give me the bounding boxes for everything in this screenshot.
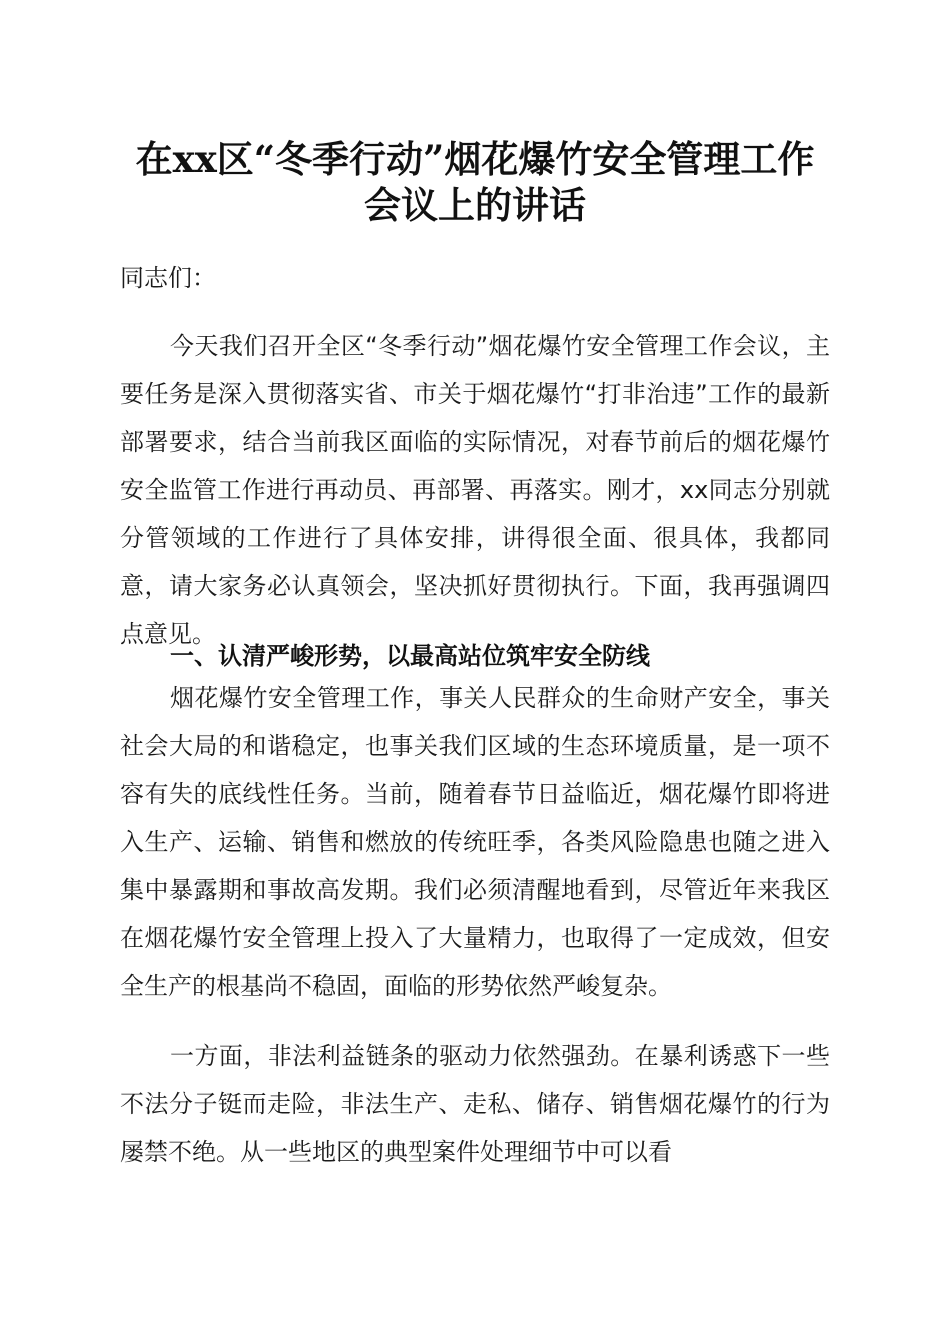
paragraph-situation: 烟花爆竹安全管理工作，事关人民群众的生命财产安全，事关社会大局的和谐稳定，也事关我们区域的生态环境质量，是一项不容有失的底线性任务。当前，随着春节日益临近，烟花爆竹即将进入生产、运输、销售和燃放的传统旺季，各类风险隐患也随之进入集中暴露期和事故高发期。我们必须清醒地看到，尽管近年来我区在烟花爆竹安全管理上投入了大量精力，也取得了一定成效，但安全生产的根基尚不稳固，面临的形势依然严峻复杂。 — [120, 684, 830, 1000]
document-title-line-1: 在xx区“冬季行动”烟花爆竹安全管理工作 — [135, 137, 815, 181]
section-heading-1: 一、认清严峻形势，以最高站位筑牢安全防线 — [170, 642, 650, 670]
paragraph-first-aspect: 一方面，非法利益链条的驱动力依然强劲。在暴利诱惑下一些不法分子铤而走险，非法生产、走私、储存、销售烟花爆竹的行为屡禁不绝。从一些地区的典型案件处理细节中可以看 — [120, 1042, 830, 1166]
document-title-line-2: 会议上的讲话 — [364, 183, 586, 227]
salutation: 同志们： — [120, 264, 216, 292]
paragraph-intro: 今天我们召开全区“冬季行动”烟花爆竹安全管理工作会议，主要任务是深入贯彻落实省、市关于烟花爆竹“打非治违”工作的最新部署要求，结合当前我区面临的实际情况，对春节前后的烟花爆竹安全监管工作进行再动员、再部署、再落实。刚才，xx同志分别就分管领域的工作进行了具体安排，讲得很全面、很具体，我都同意，请大家务必认真领会，坚决抓好贯彻执行。下面，我再强调四点意见。 — [120, 332, 830, 648]
